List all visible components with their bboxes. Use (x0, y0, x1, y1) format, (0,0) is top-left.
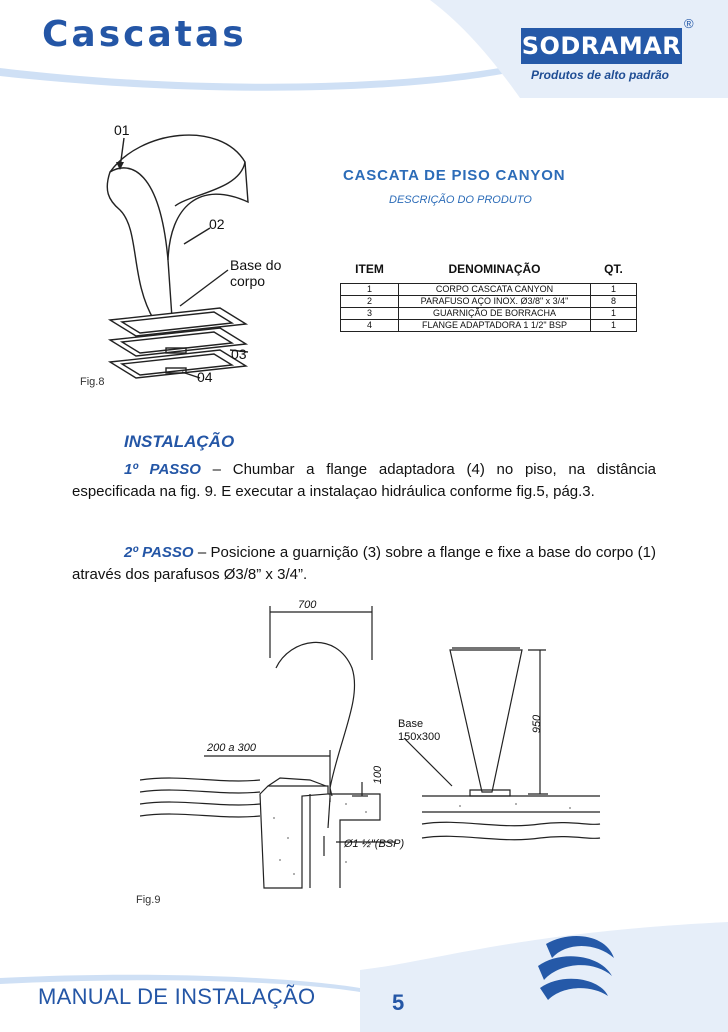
fig8-label: Fig.8 (80, 376, 105, 388)
cell-item: 3 (341, 308, 399, 320)
table-row (341, 320, 637, 332)
fig9-pipe-label: Ø1 ½"(BSP) (344, 838, 405, 850)
cell-name: FLANGE ADAPTADORA 1 1/2" BSP (399, 320, 591, 332)
page-title: Cascatas (42, 14, 247, 55)
table-row (341, 284, 637, 296)
fig8-callout-01: 01 (114, 122, 130, 138)
fig9-base-label (398, 718, 440, 744)
product-subtitle: DESCRIÇÃO DO PRODUTO (389, 194, 532, 206)
fig8-base-line2: corpo (230, 273, 266, 289)
parts-table (340, 262, 637, 332)
registered-mark: ® (684, 16, 694, 31)
cell-name: CORPO CASCATA CANYON (399, 284, 591, 296)
table-row (341, 308, 637, 320)
page-header (0, 0, 728, 98)
cell-item: 4 (341, 320, 399, 332)
fig8-callout-base (230, 257, 281, 289)
fig9-base-line2: 150x300 (398, 731, 441, 743)
step1-paragraph (72, 459, 656, 503)
installation-title: INSTALAÇÃO (124, 432, 235, 451)
col-header-item: ITEM (355, 262, 384, 276)
fig8-base-line1: Base do (230, 257, 282, 273)
page-number: 5 (392, 990, 405, 1015)
cell-qty: 1 (591, 284, 637, 296)
brand-logo: SODRAMAR (521, 28, 682, 64)
fig8-callout-03: 03 (231, 346, 247, 362)
fig8-callout-04: 04 (197, 369, 213, 385)
parts-table-header (341, 262, 637, 284)
brand-tagline: Produtos de alto padrão (531, 68, 670, 82)
cell-item: 1 (341, 284, 399, 296)
step2-text: – Posicione a guarnição (3) sobre a flange e fixe a base do corpo (1) através dos parafusos Ø3/8” x 3/4”. (72, 544, 657, 583)
fig9-dim-100: 100 (372, 765, 385, 785)
fig9-dim-200-300: 200 a 300 (207, 742, 256, 754)
cell-name: PARAFUSO AÇO INOX. Ø3/8" x 3/4" (399, 296, 591, 308)
product-title: CASCATA DE PISO CANYON (343, 167, 566, 184)
cell-qty: 1 (591, 320, 637, 332)
step1-label: 1º PASSO (124, 461, 201, 478)
fig9-drawing (140, 598, 610, 918)
cell-item: 2 (341, 296, 399, 308)
step2-label: 2º PASSO (124, 544, 194, 561)
footer-background (0, 922, 728, 1032)
col-header-name: DENOMINAÇÃO (448, 262, 541, 276)
fig9-dim-950: 950 (531, 714, 544, 734)
table-row (341, 296, 637, 308)
step1-text: – Chumbar a flange adaptadora (4) no piso, na distância especificada na fig. 9. E executar a instalaçao hidráulica conforme fig.5, pág.3. (72, 461, 656, 500)
step2-paragraph (72, 542, 656, 586)
manual-title: MANUAL DE INSTALAÇÃO (38, 984, 316, 1009)
cell-qty: 8 (591, 296, 637, 308)
fig9-base-line1: Base (398, 718, 424, 730)
cell-name: GUARNIÇÃO DE BORRACHA (399, 308, 591, 320)
col-header-qty: QT. (604, 262, 623, 276)
fig9-label: Fig.9 (136, 894, 161, 906)
cell-qty: 1 (591, 308, 637, 320)
fig9-dim-700: 700 (298, 599, 317, 611)
fig8-callout-02: 02 (209, 216, 225, 232)
